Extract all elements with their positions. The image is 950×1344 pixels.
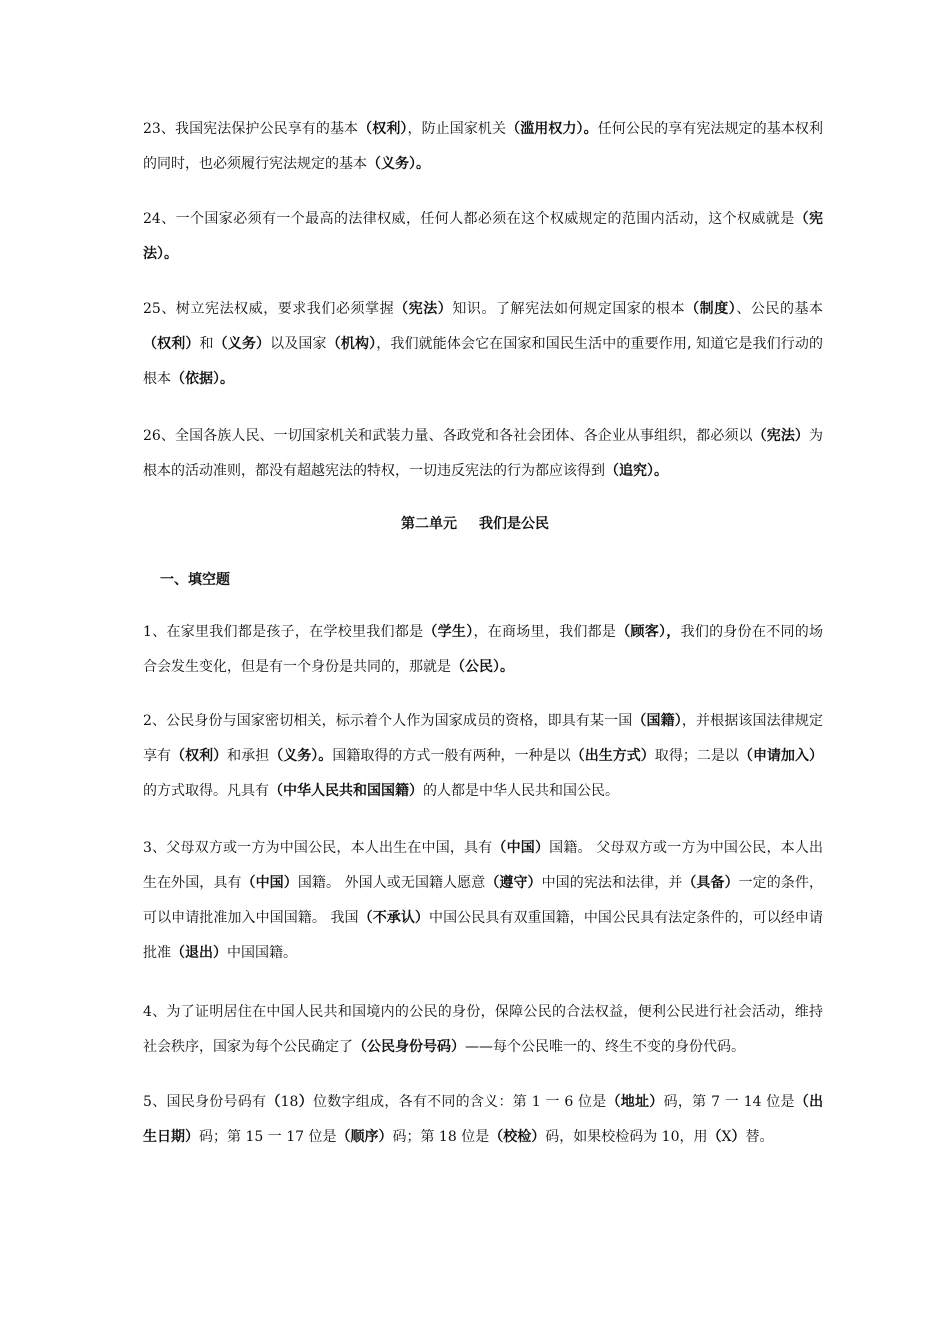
body-text: 和: [199, 336, 214, 352]
number-text: 14: [743, 1094, 762, 1110]
body-text: 替。: [745, 1129, 774, 1145]
body-text: 一: [263, 1129, 287, 1145]
body-text: 、公民身份与国家密切相关，标示着个人作为国家成员的资格，即具有某一国: [151, 713, 633, 729]
answer-text: （中国）: [241, 875, 298, 891]
body-text: 国籍。 父母双方或一方为中国公民，本人出生在外国，具有: [143, 840, 824, 891]
number-text: 24: [143, 211, 161, 227]
number-text: 4: [143, 1004, 152, 1020]
number-text: 1: [143, 624, 152, 640]
body-text: 、父母双方或一方为中国公民，本人出生在中国，具有: [151, 840, 493, 856]
answer-text: （申请加入）: [738, 748, 824, 764]
body-text: 、在家里我们都是孩子，在学校里我们都是: [151, 624, 424, 640]
number-text: 3: [143, 840, 152, 856]
body-text: 的人都是中华人民共和国公民。: [423, 783, 619, 799]
number-text: 7: [711, 1094, 721, 1110]
answer-text: （: [266, 1094, 281, 1110]
answer-text: ）: [731, 1129, 746, 1145]
body-text: 码；第: [392, 1129, 439, 1145]
paragraph-24: [143, 202, 823, 272]
answer-text: （制度）: [685, 301, 737, 317]
answer-text: （校检）: [489, 1129, 546, 1145]
answer-text: （具备）: [682, 875, 739, 891]
body-text: 为根本的活动准则，都没有超越宪法的特权，一切违反宪法的行为都应该得到: [143, 428, 824, 479]
number-text: X: [721, 1129, 732, 1145]
unit-title-name: 我们是公民: [479, 516, 549, 532]
answer-text: （公民身份号码）: [353, 1039, 465, 1055]
body-text: 中国国籍。: [227, 945, 297, 961]
question-1: [143, 615, 823, 685]
number-text: 15: [245, 1129, 264, 1145]
body-text: 任何公民的享有宪法规定的基本权利的同时，也必须履行宪法规定的基本: [143, 121, 824, 172]
unit-title-number: 第二单元: [401, 516, 457, 532]
paragraph-26: [143, 419, 823, 489]
body-text: 、为了证明居住在中国人民共和国境内的公民的身份，保障公民的合法权益，便利公民进行社会活动，维持社会秩序，国家为每个公民确定了: [143, 1004, 823, 1055]
answer-text: （: [707, 1129, 722, 1145]
body-text: 以及国家: [270, 336, 327, 352]
answer-text: （宪法）: [752, 428, 810, 444]
body-text: 、树立宪法权威，要求我们必须掌握: [160, 301, 395, 317]
question-4: [143, 995, 823, 1065]
number-text: 17: [286, 1129, 305, 1145]
body-text: ，防止国家机关: [407, 121, 507, 137]
answer-text: （学生）: [423, 624, 474, 640]
answer-text: （遵守）: [485, 875, 542, 891]
number-text: 5: [143, 1094, 152, 1110]
paragraph-25: [143, 292, 823, 397]
body-text: 一: [720, 1094, 744, 1110]
number-text: 26: [143, 428, 161, 444]
question-5: [143, 1085, 823, 1155]
body-text: 位是: [573, 1094, 607, 1110]
body-text: 中国的宪法和法律，并: [541, 875, 683, 891]
body-text: 位是: [304, 1129, 337, 1145]
body-text: 的方式取得。凡具有: [143, 783, 269, 799]
body-text: 一: [540, 1094, 565, 1110]
paragraph-23: [143, 112, 823, 182]
body-text: ，在商场里，我们都是: [473, 624, 617, 640]
question-3: [143, 831, 823, 971]
body-text: 中国公民具有双重国籍，中国公民具有法定条件的，可以经申请批准: [143, 910, 824, 961]
body-text: 我们的身份在不同的场合会发生变化，但是有一个身份是共同的，那就是: [143, 624, 824, 675]
body-text: 、国民身份号码有: [151, 1094, 267, 1110]
answer-text: （顺序）: [336, 1129, 393, 1145]
body-text: 和承担: [227, 748, 270, 764]
number-text: 6: [564, 1094, 574, 1110]
answer-text: （宪法）。: [143, 211, 824, 262]
body-text: 位是: [761, 1094, 795, 1110]
number-text: 18: [280, 1094, 299, 1110]
answer-text: （机构）: [326, 336, 377, 352]
question-2: [143, 704, 823, 809]
section-title: 一、填空题: [160, 572, 230, 588]
body-text: 、我国宪法保护公民享有的基本: [160, 121, 359, 137]
body-text: 知识。了解宪法如何规定国家的根本: [452, 301, 686, 317]
answer-text: （中国）: [492, 840, 550, 856]
answer-text: （追究）。: [605, 463, 668, 479]
answer-text: （退出）: [171, 945, 227, 961]
answer-text: （义务）。: [367, 156, 430, 172]
number-text: 18: [438, 1129, 457, 1145]
answer-text: ）: [298, 1094, 313, 1110]
body-text: ，并根据该国法律规定享有: [143, 713, 824, 764]
body-text: 码，第: [663, 1094, 712, 1110]
body-text: 国籍。 外国人或无国籍人愿意: [297, 875, 486, 891]
unit-title: [0, 514, 950, 534]
number-text: 25: [143, 301, 161, 317]
answer-text: （义务）: [213, 336, 271, 352]
number-text: 2: [143, 713, 152, 729]
answer-text: （权利）: [171, 748, 228, 764]
number-text: 1: [531, 1094, 541, 1110]
body-text: 码；第: [199, 1129, 246, 1145]
answer-text: （顾客），: [616, 624, 681, 640]
body-text: 位是: [456, 1129, 490, 1145]
body-text: ，我们就能体会它在国家和国民生活中的重要作用, 知道它是我们行动的根本: [143, 336, 824, 387]
answer-text: （权利）: [143, 336, 200, 352]
body-text: ——每个公民唯一的、终生不变的身份代码。: [465, 1039, 745, 1055]
body-text: 、全国各族人民、一切国家机关和武装力量、各政党和各社会团体、各企业从事组织，都必须以: [160, 428, 753, 444]
answer-text: （义务）。: [269, 748, 333, 764]
answer-text: （国籍）: [632, 713, 682, 729]
number-text: 23: [143, 121, 161, 137]
answer-text: （出生日期）: [143, 1094, 824, 1145]
answer-text: （中华人民共和国国籍）: [269, 783, 423, 799]
answer-text: （权利）: [358, 121, 408, 137]
body-text: 、一个国家必须有一个最高的法律权威，任何人都必须在这个权威规定的范围内活动，这个权威就是: [160, 211, 795, 227]
answer-text: （地址）: [606, 1094, 664, 1110]
body-text: 码，如果校检码为: [545, 1129, 662, 1145]
number-text: 10: [661, 1129, 680, 1145]
answer-text: （依据）。: [171, 371, 234, 387]
body-text: 国籍取得的方式一般有两种，一种是以: [332, 748, 571, 764]
answer-text: （出生方式）: [570, 748, 655, 764]
body-text: 一定的条件，可以申请批准加入中国国籍。 我国: [143, 875, 824, 926]
answer-text: （宪法）: [394, 301, 453, 317]
answer-text: （公民）。: [451, 659, 514, 675]
body-text: ，用: [679, 1129, 708, 1145]
body-text: 位数字组成，各有不同的含义：第: [312, 1094, 532, 1110]
answer-text: （不承认）: [358, 910, 430, 926]
body-text: 、公民的基本: [736, 301, 824, 317]
answer-text: （滥用权力）。: [506, 121, 598, 137]
body-text: 取得；二是以: [654, 748, 739, 764]
